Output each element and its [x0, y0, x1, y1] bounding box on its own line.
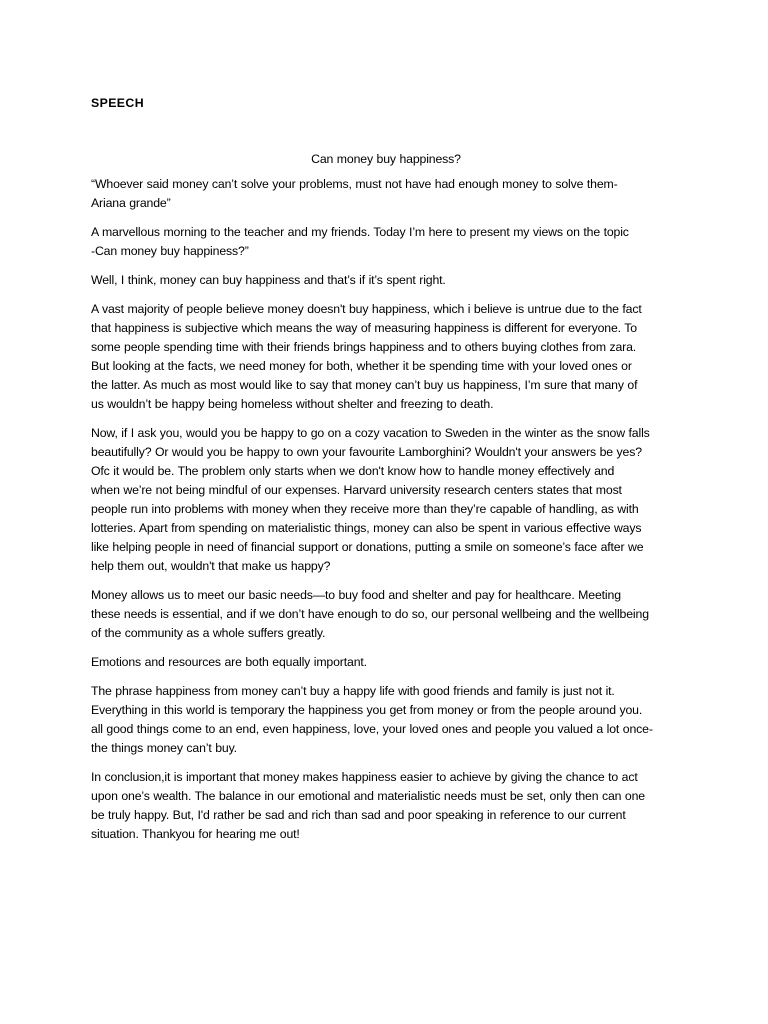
paragraph-line: like helping people in need of financial support or donations, putting a smile on someone’s face after we — [91, 540, 644, 554]
paragraph-line: Everything in this world is temporary the happiness you get from money or from the people around you. — [91, 703, 643, 717]
paragraph — [91, 653, 681, 672]
paragraph-line: of the community as a whole suffers greatly. — [91, 626, 326, 640]
paragraph-line: Now, if I ask you, would you be happy to go on a cozy vacation to Sweden in the winter as the snow falls — [91, 426, 650, 440]
paragraph — [91, 682, 681, 758]
paragraph-line: be truly happy. But, I'd rather be sad and rich than sad and poor speaking in reference to our current — [91, 808, 626, 822]
paragraph-line: some people spending time with their friends brings happiness and to others buying clothes from zara. — [91, 340, 637, 354]
paragraph — [91, 223, 681, 261]
paragraph-line: In conclusion,it is important that money makes happiness easier to achieve by giving the chance to act — [91, 770, 638, 784]
paragraph-line: But looking at the facts, we need money for both, whether it be spending time with your loved ones or — [91, 359, 632, 373]
paragraph-line: the latter. As much as most would like to say that money can’t buy us happiness, I’m sure that many of — [91, 378, 638, 392]
paragraph-line: Emotions and resources are both equally important. — [91, 655, 367, 669]
paragraph-line: us wouldn’t be happy being homeless without shelter and freezing to death. — [91, 397, 494, 411]
paragraph — [91, 271, 681, 290]
paragraph-line: -Can money buy happiness?” — [91, 244, 249, 258]
paragraph — [91, 424, 681, 576]
paragraph-line: all good things come to an end, even happiness, love, your loved ones and people you valued a lot once- — [91, 722, 653, 736]
paragraph-line: “Whoever said money can’t solve your problems, must not have had enough money to solve them- — [91, 177, 618, 191]
paragraph-line: Money allows us to meet our basic needs—to buy food and shelter and pay for healthcare. Meeting — [91, 588, 621, 602]
paragraph-line: upon one’s wealth. The balance in our emotional and materialistic needs must be set, only then can one — [91, 789, 645, 803]
paragraph-line: lotteries. Apart from spending on materialistic things, money can also be spent in various effective ways — [91, 521, 642, 535]
document-title: Can money buy happiness? — [311, 152, 461, 166]
paragraph-line: these needs is essential, and if we don’t have enough to do so, our personal wellbeing and the wellbeing — [91, 607, 649, 621]
document-body — [91, 175, 681, 854]
paragraph-line: Ariana grande” — [91, 196, 171, 210]
paragraph-line: when we’re not being mindful of our expenses. Harvard university research centers states that most — [91, 483, 622, 497]
paragraph-line: Well, I think, money can buy happiness and that’s if it’s spent right. — [91, 273, 446, 287]
paragraph — [91, 300, 681, 414]
paragraph — [91, 768, 681, 844]
paragraph-line: beautifully? Or would you be happy to own your favourite Lamborghini? Wouldn't your answers be yes? — [91, 445, 642, 459]
paragraph-line: help them out, wouldn't that make us happy? — [91, 559, 331, 573]
paragraph-line: A vast majority of people believe money doesn't buy happiness, which i believe is untrue due to the fact — [91, 302, 642, 316]
paragraph-line: people run into problems with money when they receive more than they’re capable of handling, as with — [91, 502, 639, 516]
paragraph-line: the things money can’t buy. — [91, 741, 237, 755]
document-content — [91, 94, 681, 841]
paragraph-line: that happiness is subjective which means the way of measuring happiness is different for everyone. To — [91, 321, 637, 335]
paragraph-line: situation. Thankyou for hearing me out! — [91, 827, 300, 841]
paragraph-line: The phrase happiness from money can’t buy a happy life with good friends and family is just not it. — [91, 684, 615, 698]
paragraph — [91, 586, 681, 643]
paragraph-line: Ofc it would be. The problem only starts when we don't know how to handle money effectively and — [91, 464, 615, 478]
document-heading: SPEECH — [91, 96, 144, 110]
paragraph — [91, 175, 681, 213]
paragraph-line: A marvellous morning to the teacher and my friends. Today I’m here to present my views on the topic — [91, 225, 629, 239]
